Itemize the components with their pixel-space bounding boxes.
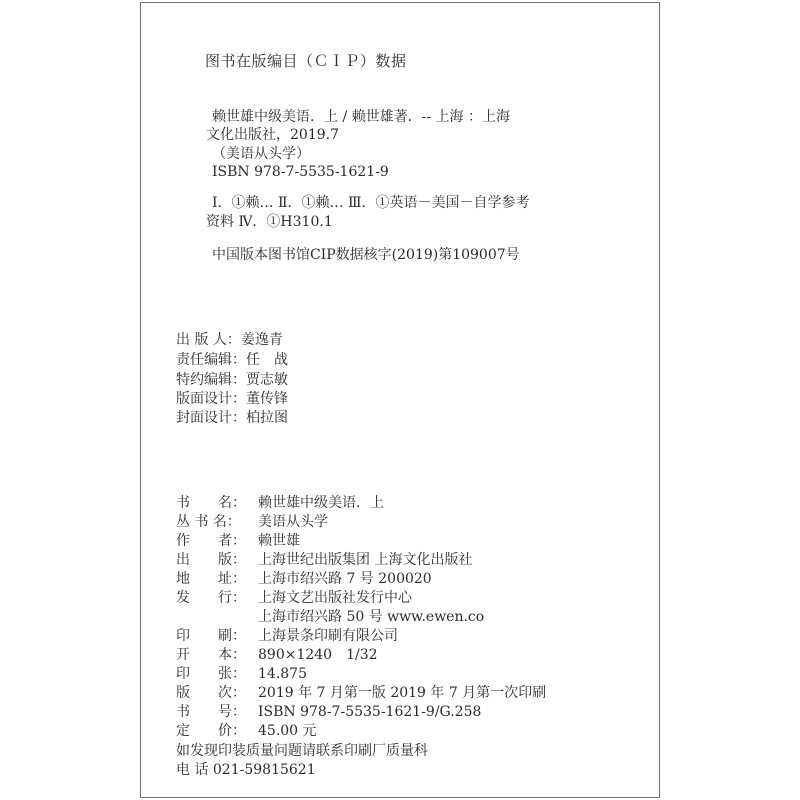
cip-title: 图书在版编目（ＣＩＰ）数据 <box>205 52 407 70</box>
cip-series-line: （美语从头学） <box>212 146 310 162</box>
info-value: 赖世雄中级美语．上 <box>258 495 384 511</box>
staff-label: 版面设计： <box>176 391 246 407</box>
info-row <box>176 532 300 550</box>
info-label: 印 刷： <box>176 628 246 644</box>
staff-label: 封面设计： <box>176 410 246 426</box>
staff-value: 任 战 <box>246 352 288 368</box>
info-value: 45.00 元 <box>258 723 317 739</box>
info-value: 上海市绍兴路 7 号 200020 <box>258 571 432 587</box>
staff-label: 特约编辑： <box>176 372 246 388</box>
info-label: 开 本： <box>176 647 246 663</box>
info-value: 14.875 <box>258 666 307 682</box>
info-label: 书 名： <box>176 495 246 511</box>
cip-isbn-line: ISBN 978-7-5535-1621-9 <box>212 164 389 180</box>
info-label: 书 号： <box>176 704 246 720</box>
staff-value: 董传锋 <box>246 391 288 407</box>
info-value: 2019 年 7 月第一版 2019 年 7 月第一次印刷 <box>258 685 547 701</box>
quality-notice: 如发现印装质量问题请联系印刷厂质量科 <box>176 743 428 759</box>
staff-label: 出 版 人： <box>176 332 241 348</box>
info-row <box>176 551 472 569</box>
info-row <box>176 646 378 664</box>
info-label: 地 址： <box>176 571 246 587</box>
info-row <box>176 684 546 702</box>
staff-value: 姜逸青 <box>240 332 283 348</box>
staff-label: 责任编辑： <box>176 352 246 368</box>
info-value: 美语从头学 <box>258 514 328 530</box>
info-row <box>176 608 484 626</box>
info-label: 发 行： <box>176 590 246 606</box>
staff-row <box>176 371 288 389</box>
info-value: 上海市绍兴路 50 号 www.ewen.co <box>258 609 485 625</box>
staff-row <box>176 351 288 369</box>
info-value: ISBN 978-7-5535-1621-9/G.258 <box>258 704 482 720</box>
info-label: 丛 书 名： <box>176 514 241 530</box>
info-value: 上海景条印刷有限公司 <box>258 628 398 644</box>
info-row <box>176 570 432 588</box>
staff-value: 贾志敏 <box>246 372 288 388</box>
info-row <box>176 722 317 740</box>
info-value: 上海文艺出版社发行中心 <box>258 590 412 606</box>
staff-value: 柏拉图 <box>246 410 288 426</box>
info-value: 890×1240 1/32 <box>258 647 378 663</box>
staff-row <box>176 331 283 349</box>
cip-classification-line: 资料 Ⅳ．①H310.1 <box>206 214 333 230</box>
info-row <box>176 703 481 721</box>
info-label: 出 版： <box>176 552 246 568</box>
info-value: 赖世雄 <box>258 533 300 549</box>
info-label: 印 张： <box>176 666 246 682</box>
info-row <box>176 627 398 645</box>
staff-row <box>176 390 288 408</box>
cip-subject-line: Ⅰ．①赖… Ⅱ．①赖… Ⅲ．①英语－美国－自学参考 <box>212 195 530 211</box>
info-value: 上海世纪出版集团 上海文化出版社 <box>258 552 473 568</box>
cip-record-line: 文化出版社，2019.7 <box>206 127 339 143</box>
info-row <box>176 513 328 531</box>
info-label: 定 价： <box>176 723 246 739</box>
info-label: 版 次： <box>176 685 246 701</box>
cip-registration-line: 中国版本图书馆CIP数据核字(2019)第109007号 <box>212 247 520 263</box>
info-row <box>176 494 384 512</box>
info-label: 作 者： <box>176 533 246 549</box>
info-row <box>176 589 412 607</box>
staff-row <box>176 409 288 427</box>
info-row <box>176 665 307 683</box>
contact-phone: 电 话 021-59815621 <box>176 762 316 778</box>
cip-record-line: 赖世雄中级美语．上 / 赖世雄著．-- 上海 ：上海 <box>212 109 510 125</box>
